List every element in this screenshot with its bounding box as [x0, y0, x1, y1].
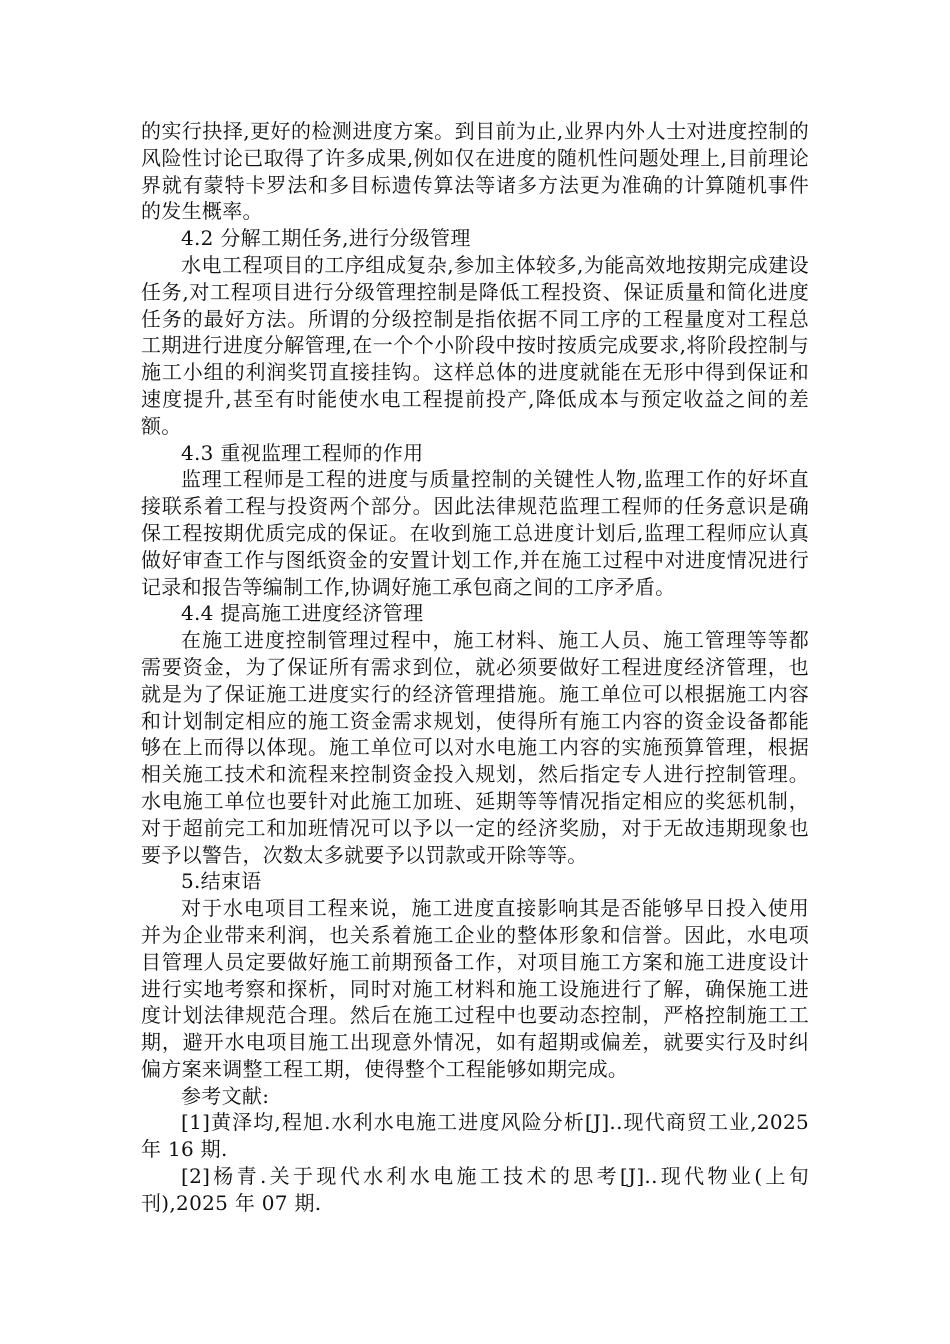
section-heading-4-3: 4.3 重视监理工程师的作用 [181, 440, 424, 465]
document-page [141, 118, 809, 1217]
reference-item-1: [1]黄泽均,程旭.水利水电施工进度风险分析[J]..现代商贸工业,2025 年 16 期. [141, 1110, 809, 1162]
reference-item-2: [2]杨青.关于现代水利水电施工技术的思考[J]..现代物业(上旬刊),2025 年 07 期. [141, 1164, 809, 1215]
section-heading-5: 5.结束语 [181, 869, 262, 894]
paragraph-4-2: 水电工程项目的工序组成复杂,参加主体较多,为能高效地按期完成建设任务,对工程项目进行分级管理控制是降低工程投资、保证质量和简化进度任务的最好方法。所谓的分级控制是指依据不同工序的工程量度对工程总工期进行进度分解管理,在一个个小阶段中按时按质完成要求,将阶段控制与施工小组的利润奖罚直接挂钩。这样总体的进度就能在无形中得到保证和速度提升,甚至有时能使水电工程提前投产,降低成本与预定收益之间的差额。 [141, 252, 809, 438]
section-heading-4-2: 4.2 分解工期任务,进行分级管理 [181, 226, 471, 251]
paragraph-4-3: 监理工程师是工程的进度与质量控制的关键性人物,监理工作的好坏直接联系着工程与投资两个部分。因此法律规范监理工程师的任务意识是确保工程按期优质完成的保证。在收到施工总进度计划后,监理工程师应认真做好审查工作与图纸资金的安置计划工作,并在施工过程中对进度情况进行记录和报告等编制工作,协调好施工承包商之间的工序矛盾。 [141, 467, 809, 599]
paragraph-intro-continued: 的实行抉择,更好的检测进度方案。到目前为止,业界内外人士对进度控制的风险性讨论已取得了许多成果,例如仅在进度的随机性问题处理上,目前理论界就有蒙特卡罗法和多目标遗传算法等诸多方法更为准确的计算随机事件的发生概率。 [141, 119, 809, 224]
section-heading-4-4: 4.4 提高施工进度经济管理 [181, 601, 424, 626]
paragraph-4-4: 在施工进度控制管理过程中，施工材料、施工人员、施工管理等等都需要资金，为了保证所有需求到位，就必须要做好工程进度经济管理，也就是为了保证施工进度实行的经济管理措施。施工单位可以根据施工内容和计划制定相应的施工资金需求规划，使得所有施工内容的资金设备都能够在上而得以体现。施工单位可以对水电施工内容的实施预算管理，根据相关施工技术和流程来控制资金投入规划，然后指定专人进行控制管理。水电施工单位也要针对此施工加班、延期等等情况指定相应的奖惩机制，对于超前完工和加班情况可以予以一定的经济奖励，对于无故违期现象也要予以警告，次数太多就要予以罚款或开除等等。 [141, 628, 809, 867]
paragraph-conclusion: 对于水电项目工程来说，施工进度直接影响其是否能够早日投入使用并为企业带来利润，也关系着施工企业的整体形象和信誉。因此，水电项目管理人员定要做好施工前期预备工作，对项目施工方案和施工进度设计进行实地考察和探析，同时对施工材料和施工设施进行了解，确保施工进度计划法律规范合理。然后在施工过程中也要动态控制，严格控制施工工期，避开水电项目施工出现意外情况，如有超期或偏差，就要实行及时纠偏方案来调整工程工期，使得整个工程能够如期完成。 [141, 896, 809, 1081]
references-heading: 参考文献: [181, 1083, 270, 1108]
